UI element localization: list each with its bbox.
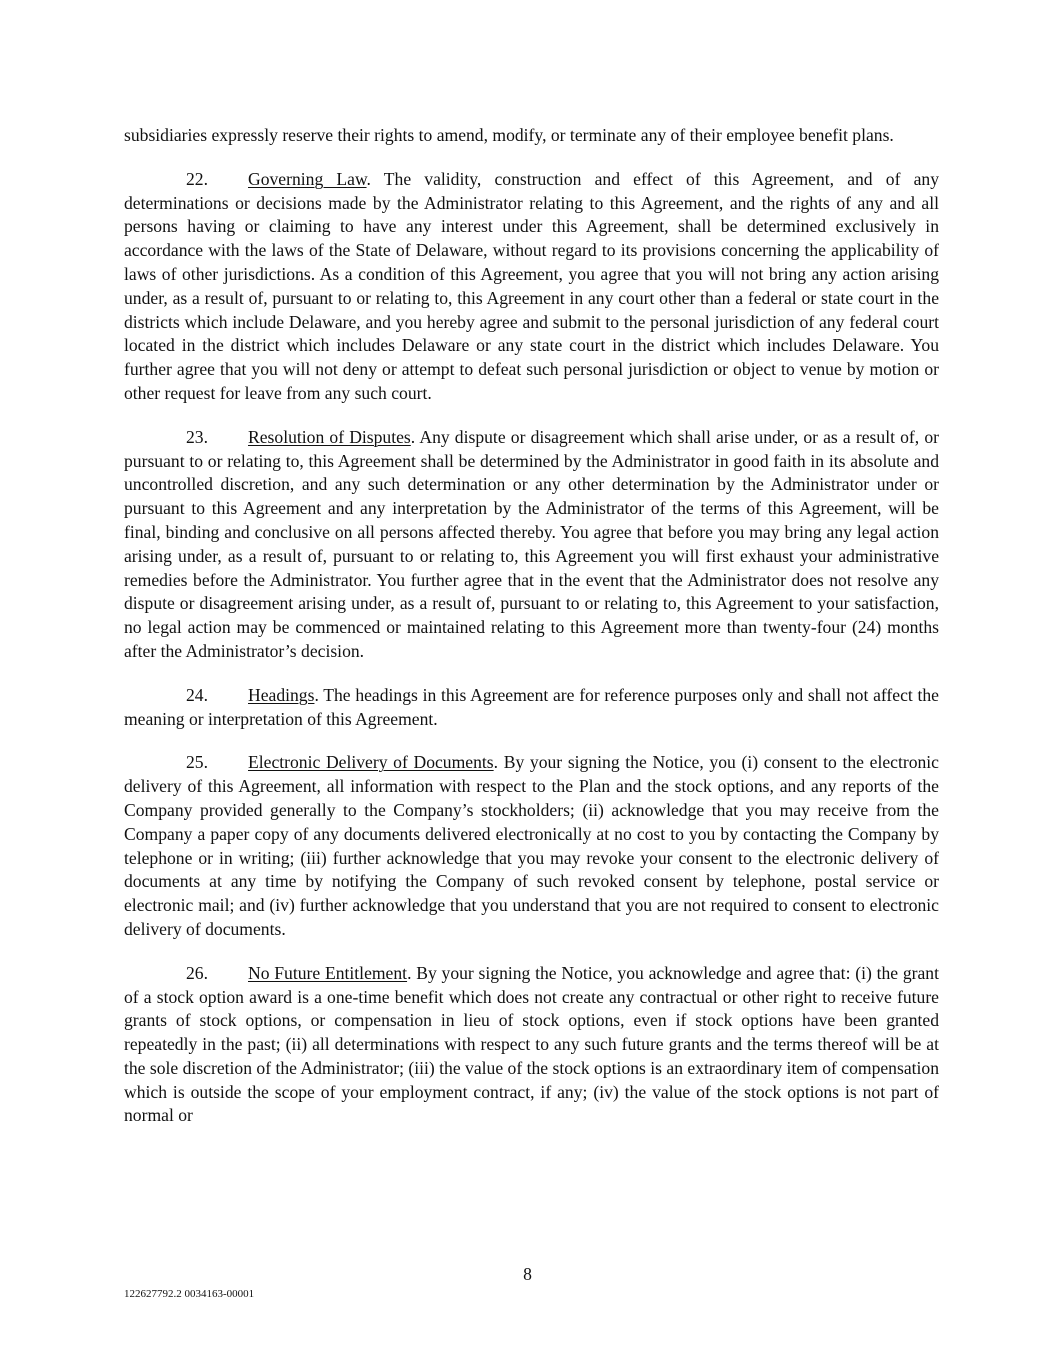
section-heading: Governing Law <box>248 168 367 189</box>
section-number: 24. <box>186 684 208 705</box>
section-heading: Resolution of Disputes <box>248 426 411 447</box>
section-24 <box>124 684 939 732</box>
section-text: . The validity, construction and effect of this Agreement, and of any determinations or decisions made by the Administrator relating to this Agreement, and the rights of any and all persons having or claiming to have any interest under this Agreement, shall be determined exclusively in accordance with the laws of the State of Delaware, without regard to its provisions concerning the applicability of laws of other jurisdictions. As a condition of this Agreement, you agree that you will not bring any action arising under, as a result of, pursuant to or relating to, this Agreement in any court other than a federal or state court in the districts which include Delaware, and you hereby agree and submit to the personal jurisdiction of any federal court located in the district which includes Delaware or any state court in the district which includes Delaware. You further agree that you will not deny or attempt to defeat such personal jurisdiction or object to venue by motion or other request for leave from any such court. <box>124 168 939 403</box>
section-25 <box>124 751 939 941</box>
continuation-paragraph: subsidiaries expressly reserve their rights to amend, modify, or terminate any of their employee benefit plans. <box>124 125 894 145</box>
section-23 <box>124 426 939 664</box>
document-body <box>124 124 939 1148</box>
section-heading: Electronic Delivery of Documents <box>248 752 494 773</box>
section-26 <box>124 962 939 1129</box>
section-text: . The headings in this Agreement are for reference purposes only and shall not affect the meaning or interpretation of this Agreement. <box>124 684 939 729</box>
section-text: . By your signing the Notice, you acknowledge and agree that: (i) the grant of a stock option award is a one-time benefit which does not create any contractual or other right to receive future grants of stock options, or compensation in lieu of stock options, even if stock options have been granted repeatedly in the past; (ii) all determinations with respect to any such future grants and the terms thereof will be at the sole discretion of the Administrator; (iii) the value of the stock options is an extraordinary item of compensation which is outside the scope of your employment contract, if any; (iv) the value of the stock options is not part of normal or <box>124 962 939 1126</box>
section-text: . Any dispute or disagreement which shall arise under, or as a result of, or pursuant to or relating to, this Agreement shall be determined by the Administrator in good faith in its absolute and uncontrolled discretion, and any such determination or any other determination by the Administrator under or pursuant to this Agreement and any interpretation by the Administrator of the terms of this Agreement, will be final, binding and conclusive on all persons affected thereby. You agree that before you may bring any legal action arising under, as a result of, pursuant to or relating to, this Agreement you will first exhaust your administrative remedies before the Administrator. You further agree that in the event that the Administrator does not resolve any dispute or disagreement arising under, as a result of, pursuant to or relating to, this Agreement to your satisfaction, no legal action may be commenced or maintained relating to this Agreement more than twenty-four (24) months after the Administrator’s decision. <box>124 426 939 661</box>
section-number: 26. <box>186 962 208 983</box>
section-number: 25. <box>186 752 208 773</box>
section-heading: Headings <box>248 684 315 705</box>
document-id: 122627792.2 0034163-00001 <box>124 1288 255 1300</box>
section-number: 22. <box>186 168 208 189</box>
section-text: . By your signing the Notice, you (i) consent to the electronic delivery of this Agreement, all information with respect to the Plan and the stock options, and any reports of the Company provided generally to the Company’s stockholders; (ii) acknowledge that you may receive from the Company a paper copy of any documents delivered electronically at no cost to you by contacting the Company by telephone or in writing; (iii) further acknowledge that you may revoke your consent to the electronic delivery of documents at any time by notifying the Company of such revoked consent by telephone, postal service or electronic mail; and (iv) further acknowledge that you understand that you are not required to consent to electronic delivery of documents. <box>124 752 939 939</box>
page-number: 8 <box>523 1264 532 1284</box>
section-heading: No Future Entitlement <box>248 962 408 983</box>
section-22 <box>124 168 939 406</box>
section-number: 23. <box>186 426 208 447</box>
